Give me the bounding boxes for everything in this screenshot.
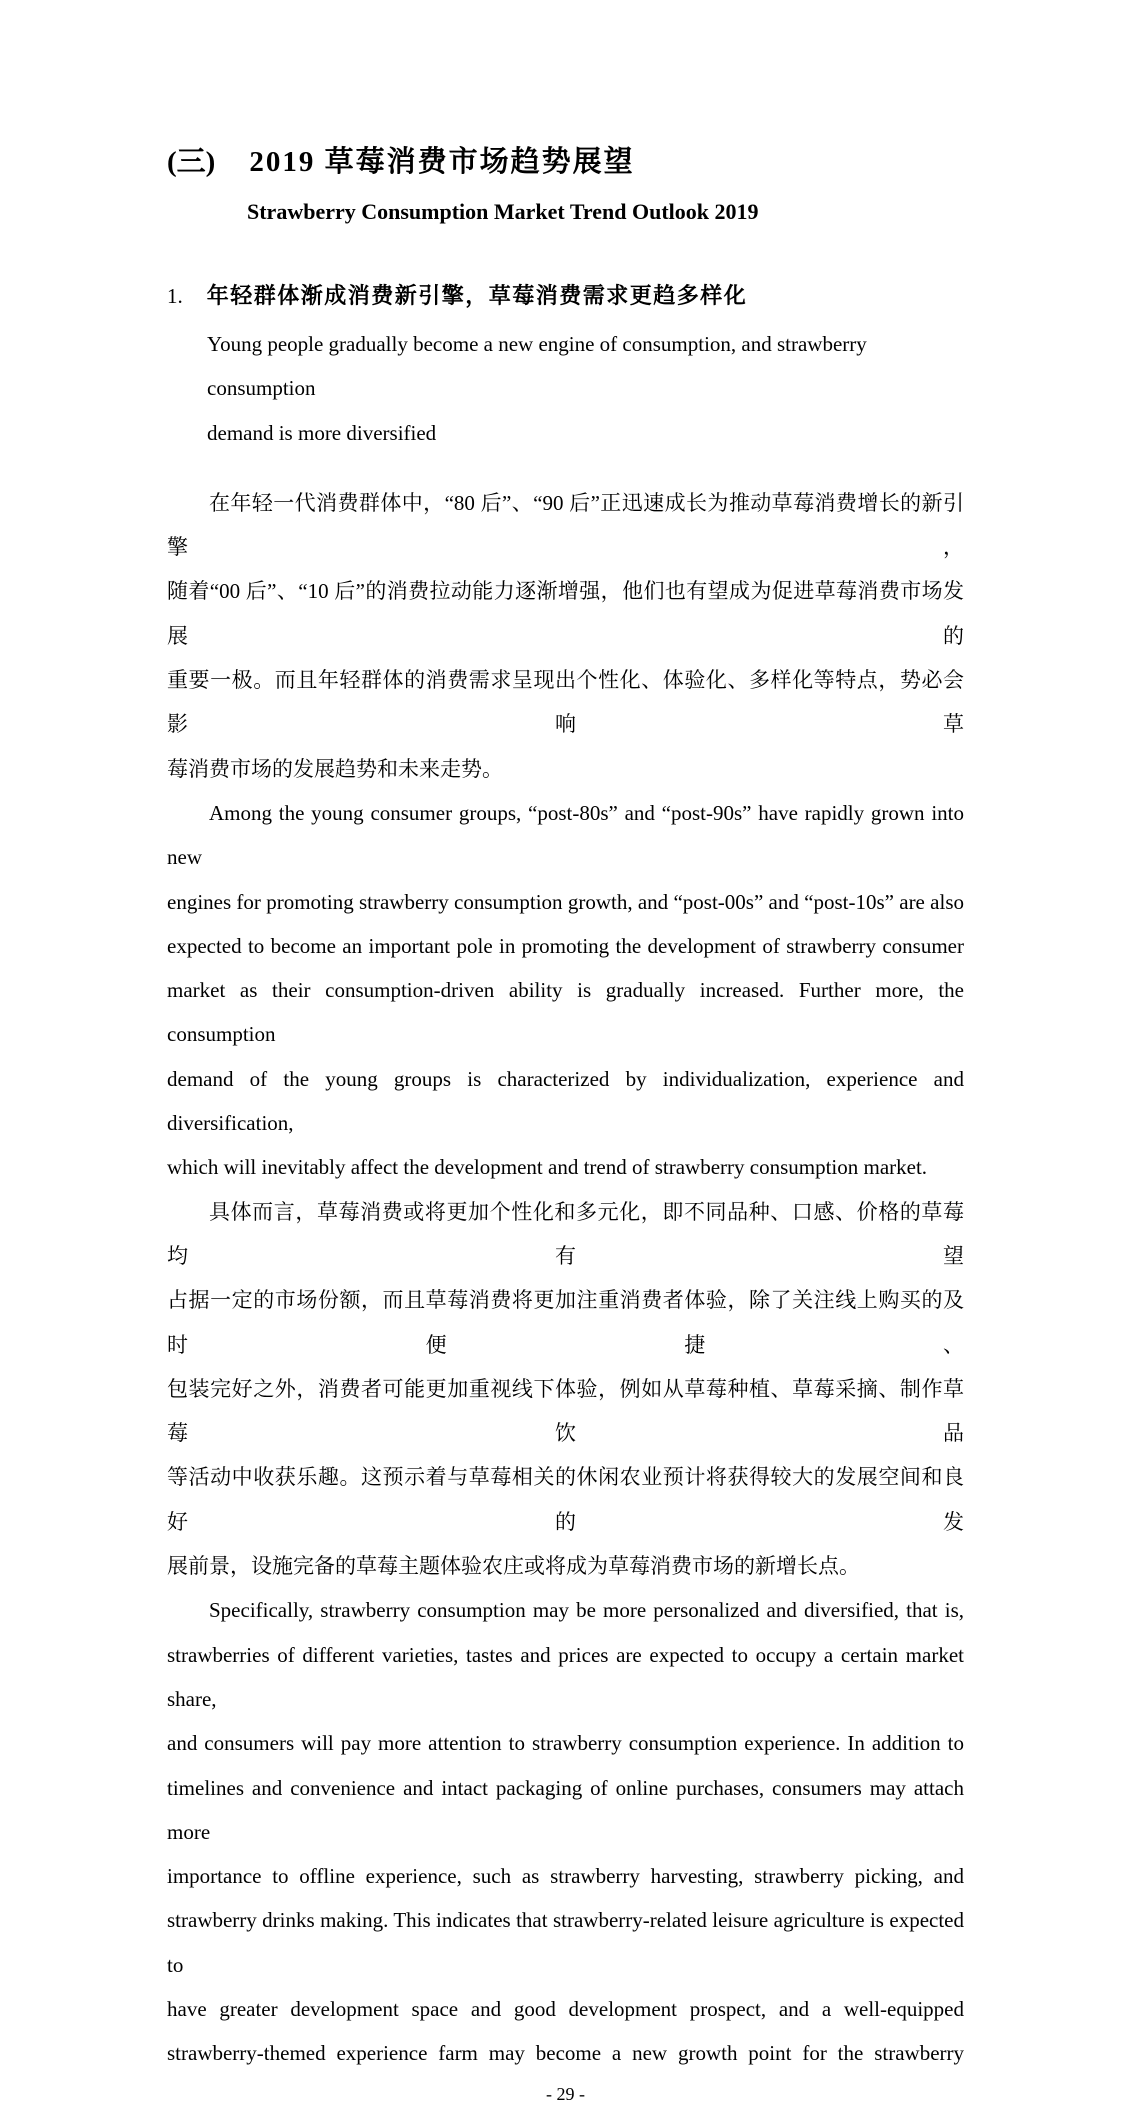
section-subtitle-line: demand is more diversified [207, 420, 437, 445]
text-line: and consumers will pay more attention to strawberry consumption experience. In addition to [167, 1731, 964, 1756]
section-subtitle-line: Young people gradually become a new engine of consumption, and strawberry consumption [207, 332, 867, 401]
paragraph-chinese-1 [167, 481, 964, 791]
section-subtitle-english [167, 322, 964, 455]
text-line: which will inevitably affect the development and trend of strawberry consumption market. [167, 1155, 928, 1180]
text-line: strawberries of different varieties, tastes and prices are expected to occupy a certain market share, [167, 1642, 964, 1711]
page-number: - 29 - [546, 2083, 585, 2104]
section-heading [167, 278, 964, 314]
paragraph-chinese-2 [167, 1190, 964, 1589]
text-line: Among the young consumer groups, “post-80s” and “post-90s” have rapidly grown into new [167, 800, 964, 870]
text-line: strawberry-themed experience farm may become a new growth point for the strawberry [167, 2041, 964, 2066]
text-line: 包装完好之外，消费者可能更加重视线下体验，例如从草莓种植、草莓采摘、制作草莓饮品 [167, 1376, 964, 1446]
text-line: expected to become an important pole in promoting the development of strawberry consumer [167, 933, 964, 958]
text-line: demand of the young groups is characterized by individualization, experience and diversification, [167, 1066, 964, 1136]
text-line: 随着“00 后”、“10 后”的消费拉动能力逐渐增强，他们也有望成为促进草莓消费市场发展的 [167, 579, 964, 648]
text-line: 展前景，设施完备的草莓主题体验农庄或将成为草莓消费市场的新增长点。 [167, 1554, 860, 1579]
text-line: timelines and convenience and intact packaging of online purchases, consumers may attach more [167, 1775, 964, 1844]
text-line: 莓消费市场的发展趋势和未来走势。 [167, 756, 503, 781]
text-line: 等活动中收获乐趣。这预示着与草莓相关的休闲农业预计将获得较大的发展空间和良好的发 [167, 1465, 964, 1534]
text-line: engines for promoting strawberry consumption growth, and “post-00s” and “post-10s” are also [167, 889, 964, 914]
section-number: 1. [167, 284, 183, 308]
text-line: strawberry drinks making. This indicates that strawberry-related leisure agriculture is expected to [167, 1908, 964, 1977]
chapter-subtitle-english: Strawberry Consumption Market Trend Outlook 2019 [247, 199, 759, 224]
text-line: market as their consumption-driven ability is gradually increased. Further more, the consumption [167, 978, 964, 1047]
chapter-heading [167, 142, 964, 182]
document-content [167, 0, 964, 2106]
section-title-chinese: 年轻群体渐成消费新引擎，草莓消费需求更趋多样化 [206, 283, 748, 308]
chapter-title: 2019 草莓消费市场趋势展望 [249, 146, 635, 178]
text-line: Specifically, strawberry consumption may be more personalized and diversified, that is, [209, 1598, 964, 1623]
text-line: 占据一定的市场份额，而且草莓消费将更加注重消费者体验，除了关注线上购买的及时便捷、 [167, 1288, 964, 1357]
text-line: 具体而言，草莓消费或将更加个性化和多元化，即不同品种、口感、价格的草莓均有望 [167, 1199, 964, 1268]
text-line: have greater development space and good development prospect, and a well-equipped [167, 1996, 964, 2021]
text-line: importance to offline experience, such as strawberry harvesting, strawberry picking, and [167, 1864, 964, 1889]
text-line: 在年轻一代消费群体中，“80 后”、“90 后”正迅速成长为推动草莓消费增长的新引擎， [167, 490, 964, 560]
paragraph-english-2 [167, 1588, 964, 2075]
paragraph-english-1 [167, 791, 964, 1190]
chapter-number: (三) [167, 146, 216, 178]
text-line: 重要一极。而且年轻群体的消费需求呈现出个性化、体验化、多样化等特点，势必会影响草 [167, 668, 964, 737]
